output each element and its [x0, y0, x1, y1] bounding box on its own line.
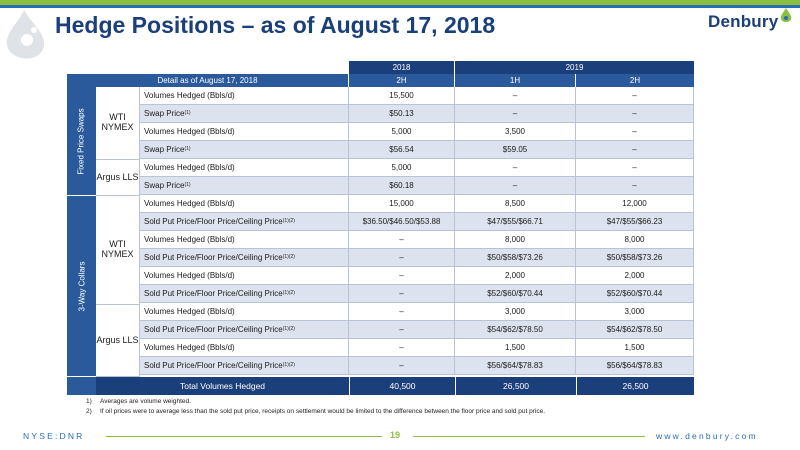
- row-label-text: Sold Put Price/Floor Price/Ceiling Price: [144, 216, 283, 226]
- year-header-2019: 2019: [455, 61, 694, 74]
- water-drop-watermark-icon: [0, 8, 52, 60]
- footnote-text: If oil prices were to average less than the sold put price, receipts on settlement would be limited to the difference between the floor price and sold put price.: [100, 408, 546, 415]
- period-header-2019-1h: 1H: [455, 74, 576, 87]
- value-cell: 15,500: [349, 87, 455, 105]
- row-label-text: Sold Put Price/Floor Price/Ceiling Price: [144, 288, 283, 298]
- total-value: 40,500: [349, 377, 455, 395]
- footer-website[interactable]: www.denbury.com: [656, 431, 758, 441]
- row-label: [140, 267, 349, 285]
- row-footnote-ref: (1): [184, 109, 191, 116]
- row-label-text: Volumes Hedged (Bbls/d): [144, 126, 235, 136]
- company-logo: [708, 12, 792, 38]
- row-label: [140, 249, 349, 267]
- value-cell: 2,000: [576, 267, 694, 285]
- total-spacer: [67, 377, 96, 395]
- value-cell: –: [576, 123, 694, 141]
- period-header-2019-2h: 2H: [576, 74, 694, 87]
- value-cell: $52/$60/$70.44: [576, 285, 694, 303]
- row-label-text: Swap Price: [144, 108, 185, 118]
- row-label: [140, 285, 349, 303]
- value-cell: 2,000: [455, 267, 576, 285]
- total-row: [67, 377, 694, 395]
- value-cell: –: [349, 249, 455, 267]
- table-row: [140, 195, 694, 213]
- row-label-text: Sold Put Price/Floor Price/Ceiling Price: [144, 324, 283, 334]
- logo-drop-icon: [780, 8, 792, 24]
- period-header-2018-2h: 2H: [349, 74, 455, 87]
- row-label: [140, 159, 349, 177]
- value-cell: 5,000: [349, 123, 455, 141]
- row-label: [140, 213, 349, 231]
- value-cell: –: [349, 357, 455, 375]
- value-cell: –: [576, 105, 694, 123]
- row-label: [140, 231, 349, 249]
- row-label-text: Volumes Hedged (Bbls/d): [144, 306, 235, 316]
- value-cell: $54/$62/$78.50: [576, 321, 694, 339]
- row-label-text: Volumes Hedged (Bbls/d): [144, 162, 235, 172]
- value-cell: –: [349, 267, 455, 285]
- header-row-years: [67, 61, 694, 74]
- table-row: [140, 249, 694, 267]
- value-cell: $56.54: [349, 141, 455, 159]
- group-fixed-price-swaps: [67, 87, 96, 196]
- value-cell: –: [576, 177, 694, 195]
- row-label-text: Volumes Hedged (Bbls/d): [144, 342, 235, 352]
- page-number: 19: [390, 430, 401, 440]
- table-row: [140, 159, 694, 177]
- table-row: [140, 177, 694, 195]
- header-blank: [67, 61, 349, 74]
- row-label: [140, 321, 349, 339]
- row-footnote-ref: (1)(2): [282, 325, 295, 332]
- value-cell: 8,000: [576, 231, 694, 249]
- group-label: 3-Way Collars: [77, 261, 86, 311]
- row-label: [140, 303, 349, 321]
- footnote: [86, 397, 545, 407]
- table-row: [140, 231, 694, 249]
- group-label: Fixed Price Swaps: [77, 107, 86, 175]
- total-label: Total Volumes Hedged: [96, 377, 349, 395]
- row-footnote-ref: (1)(2): [282, 289, 295, 296]
- subgroup-wti-nymex: WTI NYMEX: [96, 196, 140, 305]
- footnote: [86, 407, 545, 417]
- top-blue-stripe: [0, 5, 800, 8]
- row-label: [140, 123, 349, 141]
- value-cell: –: [349, 339, 455, 357]
- row-label-text: Sold Put Price/Floor Price/Ceiling Price: [144, 360, 283, 370]
- total-value: 26,500: [576, 377, 694, 395]
- value-cell: 1,500: [576, 339, 694, 357]
- subgroup-wti-nymex: WTI NYMEX: [96, 87, 140, 160]
- page-title: Hedge Positions – as of August 17, 2018: [55, 12, 496, 38]
- row-label-text: Swap Price: [144, 144, 185, 154]
- value-cell: –: [576, 159, 694, 177]
- footer-rule-left: [106, 436, 382, 437]
- value-cell: –: [455, 159, 576, 177]
- row-label: [140, 141, 349, 159]
- value-cell: $56/$64/$78.83: [576, 357, 694, 375]
- value-cell: –: [576, 87, 694, 105]
- row-label: [140, 87, 349, 105]
- value-cell: $50.13: [349, 105, 455, 123]
- table-row: [140, 339, 694, 357]
- table-row: [140, 303, 694, 321]
- table-row: [140, 321, 694, 339]
- table-row: [140, 357, 694, 375]
- value-cell: $47/$55/$66.71: [455, 213, 576, 231]
- row-footnote-ref: (1)(2): [282, 217, 295, 224]
- value-cell: –: [349, 285, 455, 303]
- row-footnote-ref: (1)(2): [282, 361, 295, 368]
- value-cell: –: [349, 321, 455, 339]
- subgroup-argus-lls: Argus LLS: [96, 160, 140, 196]
- table-row: [140, 267, 694, 285]
- value-cell: 1,500: [455, 339, 576, 357]
- value-cell: $59.05: [455, 141, 576, 159]
- detail-header: Detail as of August 17, 2018: [67, 74, 349, 87]
- value-cell: $60.18: [349, 177, 455, 195]
- value-cell: –: [349, 231, 455, 249]
- row-footnote-ref: (1): [184, 181, 191, 188]
- row-label: [140, 195, 349, 213]
- footer-ticker: NYSE:DNR: [23, 431, 85, 441]
- value-cell: 8,000: [455, 231, 576, 249]
- value-cell: 3,000: [576, 303, 694, 321]
- value-cell: $47/$55/$66.23: [576, 213, 694, 231]
- table-row: [140, 105, 694, 123]
- value-cell: 12,000: [576, 195, 694, 213]
- value-cell: 3,000: [455, 303, 576, 321]
- value-cell: –: [455, 87, 576, 105]
- value-cell: 5,000: [349, 159, 455, 177]
- table-row: [140, 123, 694, 141]
- total-value: 26,500: [455, 377, 576, 395]
- table-row: [140, 285, 694, 303]
- logo-text: Denbury: [708, 12, 779, 31]
- value-cell: –: [455, 105, 576, 123]
- value-cell: 8,500: [455, 195, 576, 213]
- footer-rule-right: [413, 436, 645, 437]
- value-cell: –: [576, 141, 694, 159]
- row-label-text: Sold Put Price/Floor Price/Ceiling Price: [144, 252, 283, 262]
- value-cell: –: [349, 303, 455, 321]
- year-header-2018: 2018: [349, 61, 455, 74]
- value-cell: $54/$62/$78.50: [455, 321, 576, 339]
- value-cell: $50/$58/$73.26: [455, 249, 576, 267]
- footnote-text: Averages are volume weighted.: [100, 398, 191, 405]
- row-label-text: Volumes Hedged (Bbls/d): [144, 90, 235, 100]
- value-cell: $52/$60/$70.44: [455, 285, 576, 303]
- subgroup-argus-lls: Argus LLS: [96, 305, 140, 377]
- value-cell: $36.50/$46.50/$53.88: [349, 213, 455, 231]
- footnotes: [86, 397, 545, 417]
- row-label: [140, 339, 349, 357]
- footnote-number: 2): [86, 408, 92, 415]
- row-label-text: Volumes Hedged (Bbls/d): [144, 270, 235, 280]
- row-label: [140, 357, 349, 375]
- row-footnote-ref: (1)(2): [282, 253, 295, 260]
- row-label-text: Volumes Hedged (Bbls/d): [144, 198, 235, 208]
- value-cell: –: [455, 177, 576, 195]
- row-label-text: Volumes Hedged (Bbls/d): [144, 234, 235, 244]
- row-label: [140, 177, 349, 195]
- row-footnote-ref: (1): [184, 145, 191, 152]
- value-cell: $56/$64/$78.83: [455, 357, 576, 375]
- table-row: [140, 213, 694, 231]
- footnote-number: 1): [86, 398, 92, 405]
- header-row-periods: [67, 74, 694, 87]
- group-3-way-collars: [67, 196, 96, 377]
- value-cell: 3,500: [455, 123, 576, 141]
- value-cell: 15,000: [349, 195, 455, 213]
- row-label: [140, 105, 349, 123]
- table-row: [140, 141, 694, 159]
- table-row: [140, 87, 694, 105]
- value-cell: $50/$58/$73.26: [576, 249, 694, 267]
- row-label-text: Swap Price: [144, 180, 185, 190]
